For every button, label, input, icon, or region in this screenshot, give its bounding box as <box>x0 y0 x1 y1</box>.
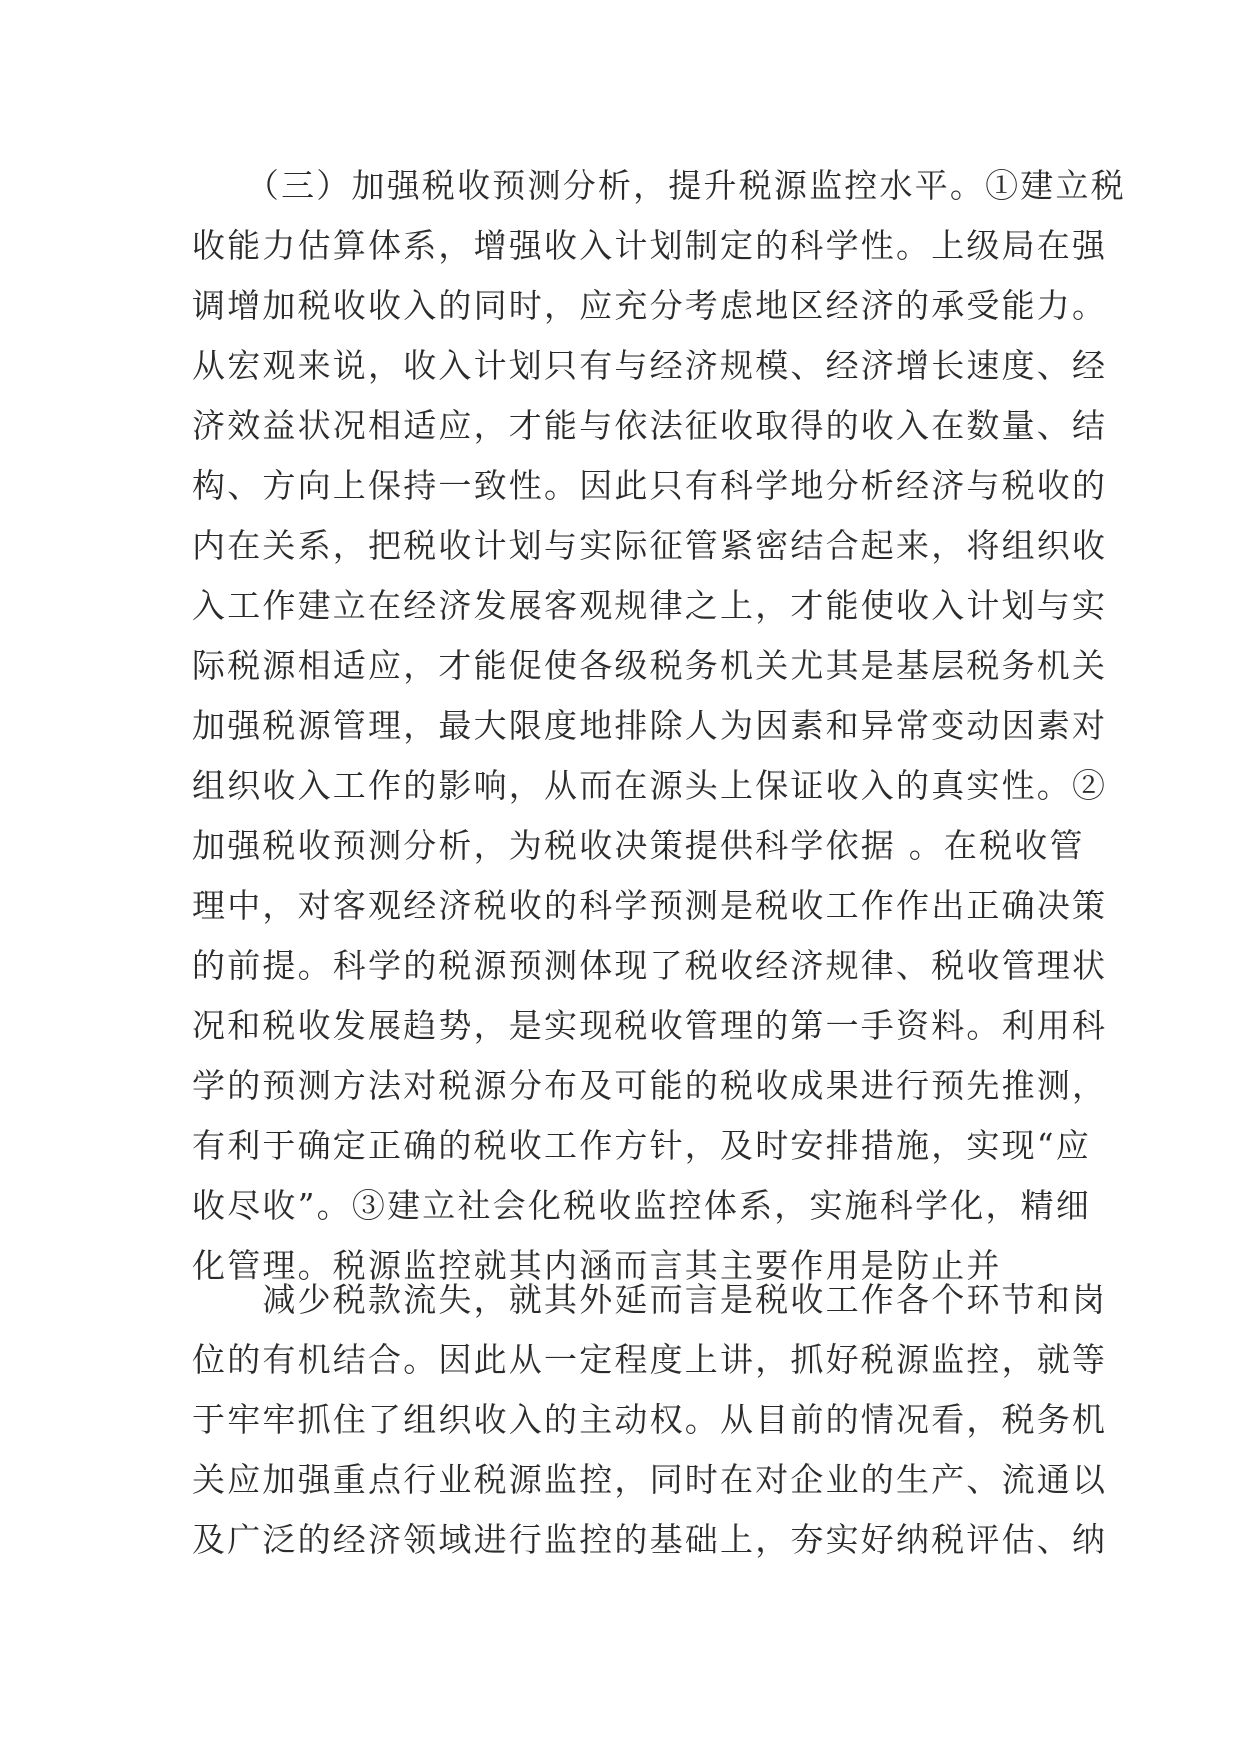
text-line: 位的有机结合。因此从一定程度上讲，抓好税源监控，就等 <box>192 1340 1108 1379</box>
text-line: （三）加强税收预测分析，提升税源监控水平。①建立税 <box>192 166 1126 205</box>
text-line: 减少税款流失，就其外延而言是税收工作各个环节和岗 <box>192 1280 1108 1319</box>
text-line: 及广泛的经济领域进行监控的基础上，夯实好纳税评估、纳 <box>192 1520 1108 1559</box>
text-line: 况和税收发展趋势，是实现税收管理的第一手资料。利用科 <box>192 1006 1108 1045</box>
text-line: 化管理。税源监控就其内涵而言其主要作用是防止并 <box>192 1246 1002 1285</box>
text-line: 关应加强重点行业税源监控，同时在对企业的生产、流通以 <box>192 1460 1108 1499</box>
text-line: 有利于确定正确的税收工作方针，及时安排措施，实现“应 <box>192 1126 1092 1165</box>
text-line: 的前提。科学的税源预测体现了税收经济规律、税收管理状 <box>192 946 1108 985</box>
text-line: 加强税源管理，最大限度地排除人为因素和异常变动因素对 <box>192 706 1108 745</box>
text-line: 内在关系，把税收计划与实际征管紧密结合起来，将组织收 <box>192 526 1108 565</box>
text-line: 济效益状况相适应，才能与依法征收取得的收入在数量、结 <box>192 406 1108 445</box>
text-line: 收能力估算体系，增强收入计划制定的科学性。上级局在强 <box>192 226 1108 265</box>
text-line: 构、方向上保持一致性。因此只有科学地分析经济与税收的 <box>192 466 1108 505</box>
text-line: 收尽收”。③建立社会化税收监控体系，实施科学化，精细 <box>192 1186 1092 1225</box>
text-line: 入工作建立在经济发展客观规律之上，才能使收入计划与实 <box>192 586 1108 625</box>
text-line: 调增加税收收入的同时，应充分考虑地区经济的承受能力。 <box>192 286 1108 325</box>
text-line: 加强税收预测分析，为税收决策提供科学依据 。在税收管 <box>192 826 1085 865</box>
paragraph-tax-monitoring <box>192 1270 1108 1570</box>
paragraph-tax-forecast <box>192 156 1126 1296</box>
text-line: 理中，对客观经济税收的科学预测是税收工作作出正确决策 <box>192 886 1108 925</box>
text-line: 于牢牢抓住了组织收入的主动权。从目前的情况看，税务机 <box>192 1400 1108 1439</box>
text-line: 学的预测方法对税源分布及可能的税收成果进行预先推测， <box>192 1066 1108 1105</box>
text-line: 际税源相适应，才能促使各级税务机关尤其是基层税务机关 <box>192 646 1108 685</box>
text-line: 从宏观来说，收入计划只有与经济规模、经济增长速度、经 <box>192 346 1108 385</box>
text-line: 组织收入工作的影响，从而在源头上保证收入的真实性。② <box>192 766 1108 805</box>
